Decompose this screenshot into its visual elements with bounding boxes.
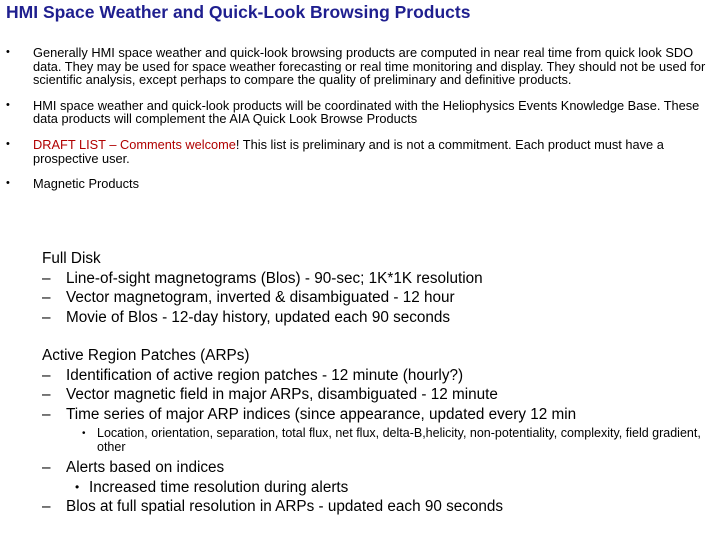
bullet-icon: • bbox=[6, 46, 10, 58]
bullet-item bbox=[6, 177, 712, 191]
list-item bbox=[42, 405, 712, 425]
bullet-icon: • bbox=[6, 137, 10, 150]
magnetic-products bbox=[42, 249, 712, 517]
list-item-text: Identification of active region patches - 12 minute (hourly?) bbox=[66, 366, 464, 384]
page-title: HMI Space Weather and Quick-Look Browsing Products bbox=[6, 2, 471, 22]
full-disk-heading: Full Disk bbox=[42, 250, 101, 267]
bullet-icon: • bbox=[6, 98, 10, 111]
bullet-item bbox=[6, 99, 712, 126]
dash-icon: – bbox=[42, 269, 51, 287]
draft-notice: DRAFT LIST – Comments welcome bbox=[33, 136, 236, 152]
dash-icon: – bbox=[42, 289, 51, 306]
list-item-text: Time series of major ARP indices (since appearance, updated every 12 min bbox=[66, 405, 577, 423]
list-item bbox=[42, 269, 712, 289]
dash-icon: – bbox=[42, 459, 51, 476]
dash-icon: – bbox=[42, 366, 51, 384]
list-item-text: Line-of-sight magnetograms (Blos) - 90-sec; 1K*1K resolution bbox=[66, 269, 483, 287]
bullet-list bbox=[6, 46, 712, 203]
bullet-icon: • bbox=[75, 479, 80, 494]
list-item bbox=[42, 366, 712, 386]
list-item-text: Vector magnetic field in major ARPs, disambiguated - 12 minute bbox=[66, 386, 498, 403]
list-item-text: Blos at full spatial resolution in ARPs - updated each 90 seconds bbox=[66, 498, 504, 515]
bullet-item bbox=[6, 138, 712, 165]
bullet-icon: • bbox=[82, 428, 86, 439]
dash-icon: – bbox=[42, 308, 51, 326]
list-item-text: Vector magnetogram, inverted & disambiguated - 12 hour bbox=[66, 289, 455, 306]
dash-icon: – bbox=[42, 498, 51, 515]
alerts-sub-text: Increased time resolution during alerts bbox=[89, 478, 349, 496]
bullet-icon: • bbox=[6, 177, 10, 190]
list-item-text: Movie of Blos - 12-day history, updated each 90 seconds bbox=[66, 308, 451, 326]
list-item bbox=[42, 288, 712, 308]
arp-heading: Active Region Patches (ARPs) bbox=[42, 347, 250, 364]
bullet-text: HMI space weather and quick-look products will be coordinated with the Heliophysics Events Knowledge Base. These data products will complement the AIA Quick Look Browse Products bbox=[33, 97, 700, 127]
list-item-text: Alerts based on indices bbox=[66, 459, 225, 476]
dash-icon: – bbox=[42, 386, 51, 403]
bullet-text: Magnetic Products bbox=[33, 176, 139, 192]
list-item bbox=[42, 497, 712, 517]
list-item bbox=[42, 385, 712, 405]
list-item bbox=[42, 308, 712, 328]
bullet-item bbox=[6, 46, 712, 87]
indices-detail-text: Location, orientation, separation, total flux, net flux, delta-B,helicity, non-potentiality, complexity, field gradient, other bbox=[97, 426, 701, 454]
bullet-text: Generally HMI space weather and quick-look browsing products are computed in near real time from quick look SDO data. They may be used for space weather forecasting or real time monitoring and display. They should not be used for scientific analysis, except perhaps to compare the quality of preliminary and definitive products. bbox=[33, 45, 706, 88]
list-item bbox=[42, 458, 712, 478]
bullet-text: ! This list is preliminary and is not a commitment. Each product must have a prospective user. bbox=[33, 136, 664, 166]
indices-detail bbox=[42, 427, 712, 454]
alerts-sub-item bbox=[42, 478, 712, 498]
dash-icon: – bbox=[42, 405, 51, 423]
